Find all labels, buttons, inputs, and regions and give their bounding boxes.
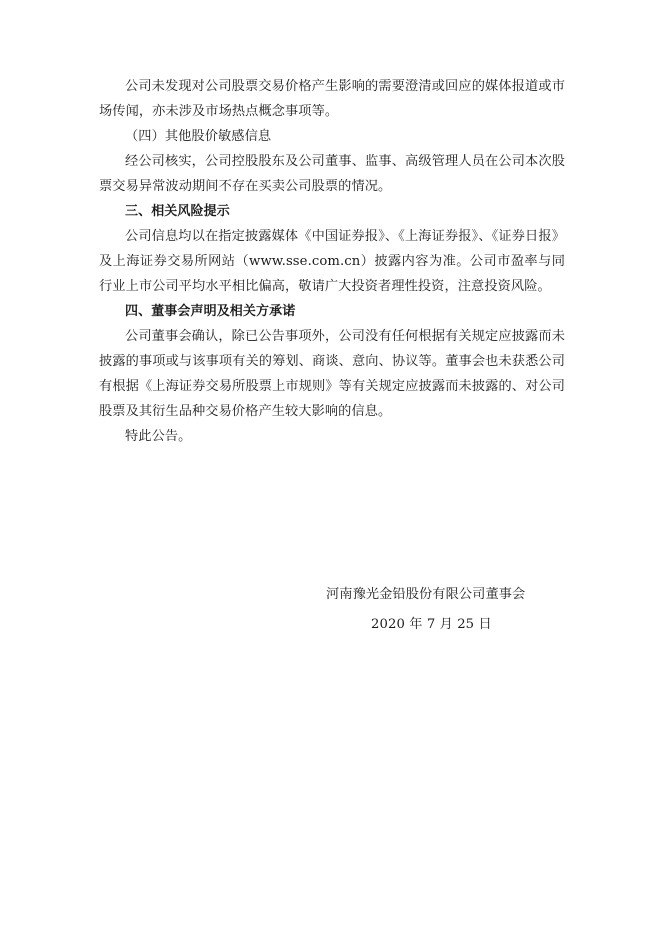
section-heading-board-statement: 四、董事会声明及相关方承诺 [125,304,296,319]
signature-date: 2020 年 7 月 25 日 [371,617,492,632]
paragraph-closing: 特此公告。 [125,429,192,444]
document-body [99,74,565,632]
subsection-title-other-price-sensitive-info: （四）其他股价敏感信息 [125,129,272,144]
paragraph-board-statement: 公司董事会确认，除已公告事项外，公司没有任何根据有关规定应披露而未披露的事项或与该事项有关的筹划、商谈、意向、协议等。董事会也未获悉公司有根据《上海证券交易所股票上市规则》等有关规定应披露而未披露的、对公司股票及其衍生品种交易价格产生较大影响的信息。 [99,329,565,419]
signature-organization: 河南豫光金铅股份有限公司董事会 [326,587,526,602]
section-heading-risk-warning: 三、相关风险提示 [125,204,230,219]
paragraph-media-reports: 公司未发现对公司股票交易价格产生影响的需要澄清或回应的媒体报道或市场传闻，亦未涉及市场热点概念事项等。 [99,79,565,119]
paragraph-risk-warning: 公司信息均以在指定披露媒体《中国证券报》、《上海证券报》、《证券日报》及上海证券交易所网站（www.sse.com.cn）披露内容为准。公司市盈率与同行业上市公司平均水平相比偏高，敬请广大投资者理性投资，注意投资风险。 [99,229,565,294]
paragraph-verification: 经公司核实，公司控股股东及公司董事、监事、高级管理人员在公司本次股票交易异常波动期间不存在买卖公司股票的情况。 [99,154,565,194]
